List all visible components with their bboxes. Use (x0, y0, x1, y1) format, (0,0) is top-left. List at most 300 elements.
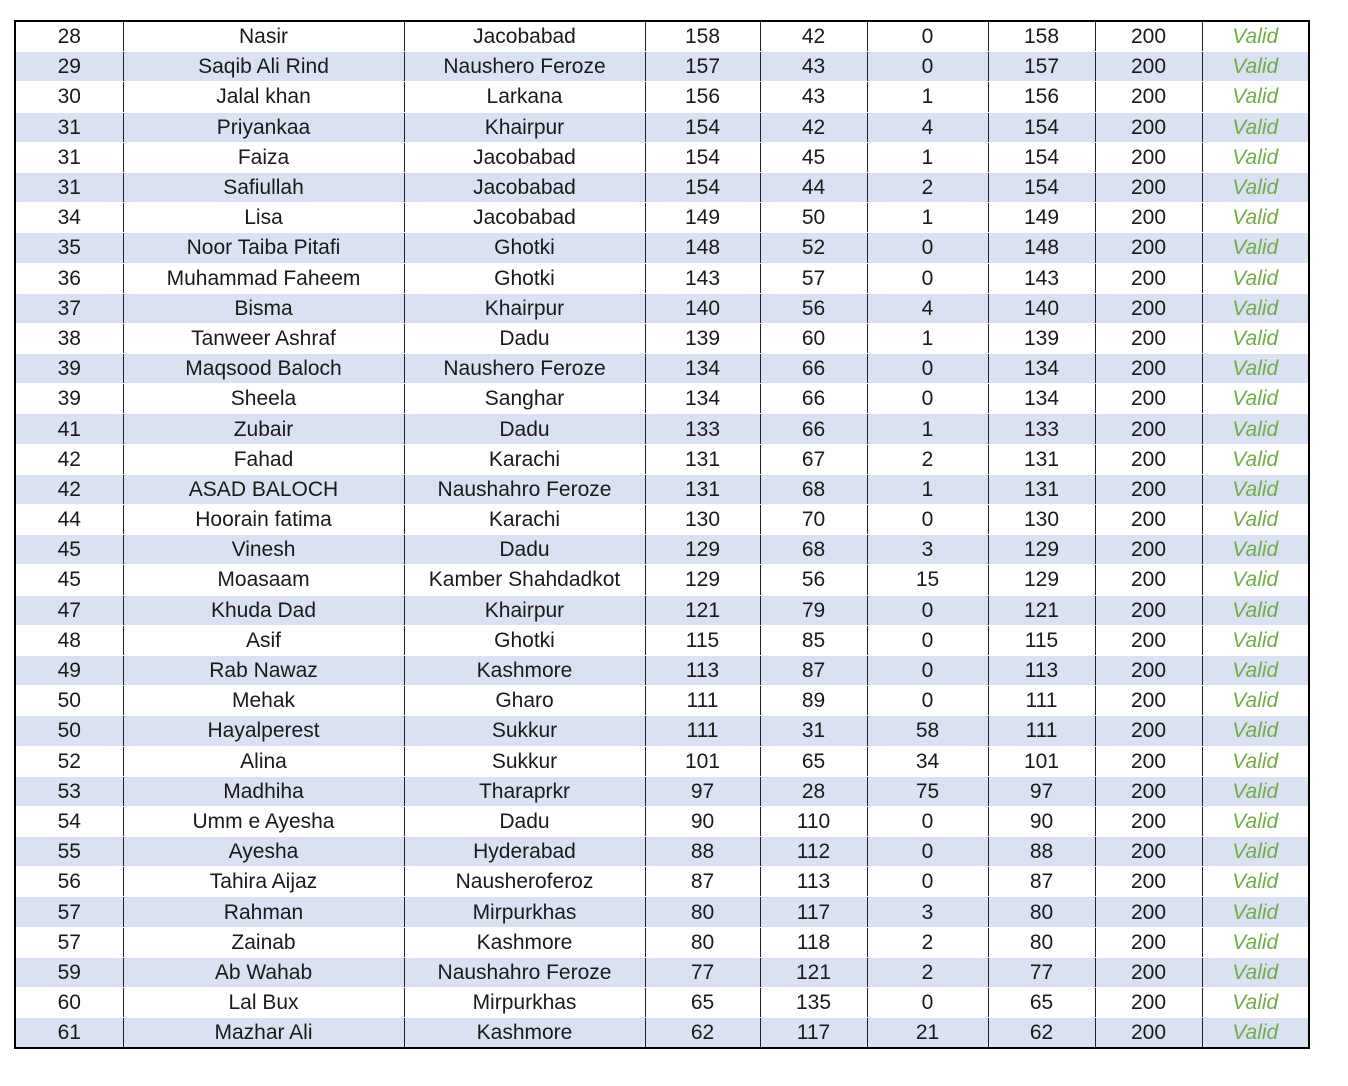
max-marks-cell: 200 (1095, 897, 1202, 927)
status-cell: Valid (1202, 203, 1308, 233)
name-cell: Ayesha (123, 837, 404, 867)
name-cell: Rahman (123, 897, 404, 927)
max-marks-cell: 200 (1095, 293, 1202, 323)
name-cell: Priyankaa (123, 112, 404, 142)
max-marks-cell: 200 (1095, 716, 1202, 746)
wrong-cell: 67 (760, 444, 867, 474)
skipped-cell: 0 (867, 686, 988, 716)
name-cell: Rab Nawaz (123, 655, 404, 685)
total-cell: 157 (988, 52, 1095, 82)
name-cell: Jalal khan (123, 82, 404, 112)
district-cell: Karachi (404, 505, 645, 535)
wrong-cell: 66 (760, 384, 867, 414)
max-marks-cell: 200 (1095, 867, 1202, 897)
table-row (16, 867, 1308, 897)
score-cell: 154 (645, 172, 760, 202)
rank-cell: 31 (16, 112, 123, 142)
name-cell: Vinesh (123, 535, 404, 565)
district-cell: Sukkur (404, 746, 645, 776)
district-cell: Dadu (404, 323, 645, 353)
rank-cell: 34 (16, 203, 123, 233)
table-row (16, 384, 1308, 414)
wrong-cell: 68 (760, 474, 867, 504)
total-cell: 148 (988, 233, 1095, 263)
total-cell: 156 (988, 82, 1095, 112)
wrong-cell: 87 (760, 655, 867, 685)
total-cell: 158 (988, 22, 1095, 52)
skipped-cell: 2 (867, 927, 988, 957)
skipped-cell: 0 (867, 263, 988, 293)
name-cell: Ab Wahab (123, 957, 404, 987)
rank-cell: 60 (16, 988, 123, 1018)
table-row (16, 354, 1308, 384)
status-cell: Valid (1202, 323, 1308, 353)
name-cell: Mazhar Ali (123, 1018, 404, 1048)
district-cell: Naushero Feroze (404, 354, 645, 384)
max-marks-cell: 200 (1095, 505, 1202, 535)
results-table-container (14, 20, 1310, 1049)
table-row (16, 988, 1308, 1018)
score-cell: 157 (645, 52, 760, 82)
max-marks-cell: 200 (1095, 384, 1202, 414)
skipped-cell: 21 (867, 1018, 988, 1048)
district-cell: Ghotki (404, 233, 645, 263)
score-cell: 111 (645, 716, 760, 746)
rank-cell: 52 (16, 746, 123, 776)
district-cell: Naushahro Feroze (404, 474, 645, 504)
score-cell: 131 (645, 474, 760, 504)
total-cell: 97 (988, 776, 1095, 806)
max-marks-cell: 200 (1095, 444, 1202, 474)
wrong-cell: 66 (760, 414, 867, 444)
max-marks-cell: 200 (1095, 957, 1202, 987)
total-cell: 115 (988, 625, 1095, 655)
wrong-cell: 42 (760, 112, 867, 142)
district-cell: Khairpur (404, 293, 645, 323)
name-cell: Fahad (123, 444, 404, 474)
district-cell: Ghotki (404, 625, 645, 655)
name-cell: Tahira Aijaz (123, 867, 404, 897)
score-cell: 158 (645, 22, 760, 52)
status-cell: Valid (1202, 535, 1308, 565)
skipped-cell: 0 (867, 233, 988, 263)
skipped-cell: 1 (867, 142, 988, 172)
rank-cell: 42 (16, 474, 123, 504)
district-cell: Hyderabad (404, 837, 645, 867)
max-marks-cell: 200 (1095, 22, 1202, 52)
rank-cell: 41 (16, 414, 123, 444)
score-cell: 134 (645, 384, 760, 414)
total-cell: 131 (988, 474, 1095, 504)
name-cell: Mehak (123, 686, 404, 716)
wrong-cell: 121 (760, 957, 867, 987)
rank-cell: 28 (16, 22, 123, 52)
max-marks-cell: 200 (1095, 233, 1202, 263)
table-row (16, 686, 1308, 716)
rank-cell: 38 (16, 323, 123, 353)
table-row (16, 263, 1308, 293)
total-cell: 154 (988, 142, 1095, 172)
total-cell: 149 (988, 203, 1095, 233)
rank-cell: 54 (16, 806, 123, 836)
status-cell: Valid (1202, 505, 1308, 535)
skipped-cell: 0 (867, 837, 988, 867)
district-cell: Tharaprkr (404, 776, 645, 806)
score-cell: 121 (645, 595, 760, 625)
skipped-cell: 58 (867, 716, 988, 746)
wrong-cell: 50 (760, 203, 867, 233)
total-cell: 87 (988, 867, 1095, 897)
rank-cell: 57 (16, 897, 123, 927)
rank-cell: 45 (16, 565, 123, 595)
district-cell: Kashmore (404, 1018, 645, 1048)
district-cell: Sanghar (404, 384, 645, 414)
score-cell: 143 (645, 263, 760, 293)
max-marks-cell: 200 (1095, 535, 1202, 565)
name-cell: Khuda Dad (123, 595, 404, 625)
table-row (16, 535, 1308, 565)
score-cell: 97 (645, 776, 760, 806)
wrong-cell: 79 (760, 595, 867, 625)
table-row (16, 565, 1308, 595)
score-cell: 133 (645, 414, 760, 444)
skipped-cell: 0 (867, 655, 988, 685)
status-cell: Valid (1202, 444, 1308, 474)
score-cell: 154 (645, 142, 760, 172)
district-cell: Nausheroferoz (404, 867, 645, 897)
name-cell: Lisa (123, 203, 404, 233)
table-row (16, 414, 1308, 444)
rank-cell: 45 (16, 535, 123, 565)
max-marks-cell: 200 (1095, 746, 1202, 776)
score-cell: 111 (645, 686, 760, 716)
score-cell: 156 (645, 82, 760, 112)
table-row (16, 323, 1308, 353)
district-cell: Mirpurkhas (404, 897, 645, 927)
max-marks-cell: 200 (1095, 837, 1202, 867)
skipped-cell: 3 (867, 897, 988, 927)
name-cell: Safiullah (123, 172, 404, 202)
status-cell: Valid (1202, 957, 1308, 987)
rank-cell: 47 (16, 595, 123, 625)
rank-cell: 50 (16, 716, 123, 746)
wrong-cell: 56 (760, 565, 867, 595)
wrong-cell: 89 (760, 686, 867, 716)
skipped-cell: 0 (867, 505, 988, 535)
skipped-cell: 2 (867, 444, 988, 474)
total-cell: 121 (988, 595, 1095, 625)
name-cell: Bisma (123, 293, 404, 323)
wrong-cell: 110 (760, 806, 867, 836)
rank-cell: 31 (16, 172, 123, 202)
status-cell: Valid (1202, 384, 1308, 414)
score-cell: 80 (645, 927, 760, 957)
total-cell: 129 (988, 535, 1095, 565)
rank-cell: 36 (16, 263, 123, 293)
max-marks-cell: 200 (1095, 686, 1202, 716)
district-cell: Karachi (404, 444, 645, 474)
wrong-cell: 57 (760, 263, 867, 293)
wrong-cell: 43 (760, 82, 867, 112)
table-row (16, 595, 1308, 625)
total-cell: 101 (988, 746, 1095, 776)
max-marks-cell: 200 (1095, 776, 1202, 806)
skipped-cell: 1 (867, 203, 988, 233)
score-cell: 62 (645, 1018, 760, 1048)
max-marks-cell: 200 (1095, 354, 1202, 384)
district-cell: Dadu (404, 806, 645, 836)
wrong-cell: 118 (760, 927, 867, 957)
district-cell: Kashmore (404, 655, 645, 685)
score-cell: 129 (645, 535, 760, 565)
max-marks-cell: 200 (1095, 988, 1202, 1018)
total-cell: 133 (988, 414, 1095, 444)
total-cell: 140 (988, 293, 1095, 323)
wrong-cell: 65 (760, 746, 867, 776)
name-cell: Saqib Ali Rind (123, 52, 404, 82)
district-cell: Dadu (404, 414, 645, 444)
table-row (16, 1018, 1308, 1048)
score-cell: 129 (645, 565, 760, 595)
table-row (16, 233, 1308, 263)
rank-cell: 42 (16, 444, 123, 474)
total-cell: 134 (988, 384, 1095, 414)
total-cell: 111 (988, 716, 1095, 746)
skipped-cell: 2 (867, 957, 988, 987)
name-cell: Sheela (123, 384, 404, 414)
district-cell: Ghotki (404, 263, 645, 293)
name-cell: Nasir (123, 22, 404, 52)
table-row (16, 293, 1308, 323)
status-cell: Valid (1202, 474, 1308, 504)
table-row (16, 776, 1308, 806)
name-cell: Alina (123, 746, 404, 776)
status-cell: Valid (1202, 927, 1308, 957)
skipped-cell: 4 (867, 293, 988, 323)
rank-cell: 44 (16, 505, 123, 535)
district-cell: Jacobabad (404, 22, 645, 52)
district-cell: Jacobabad (404, 142, 645, 172)
district-cell: Jacobabad (404, 203, 645, 233)
status-cell: Valid (1202, 867, 1308, 897)
status-cell: Valid (1202, 233, 1308, 263)
status-cell: Valid (1202, 82, 1308, 112)
skipped-cell: 1 (867, 414, 988, 444)
total-cell: 80 (988, 927, 1095, 957)
table-row (16, 82, 1308, 112)
table-row (16, 716, 1308, 746)
name-cell: Zainab (123, 927, 404, 957)
name-cell: Zubair (123, 414, 404, 444)
table-row (16, 444, 1308, 474)
table-row (16, 142, 1308, 172)
skipped-cell: 0 (867, 22, 988, 52)
status-cell: Valid (1202, 746, 1308, 776)
wrong-cell: 60 (760, 323, 867, 353)
status-cell: Valid (1202, 837, 1308, 867)
max-marks-cell: 200 (1095, 565, 1202, 595)
wrong-cell: 43 (760, 52, 867, 82)
score-cell: 140 (645, 293, 760, 323)
total-cell: 154 (988, 112, 1095, 142)
district-cell: Kamber Shahdadkot (404, 565, 645, 595)
status-cell: Valid (1202, 988, 1308, 1018)
total-cell: 139 (988, 323, 1095, 353)
district-cell: Kashmore (404, 927, 645, 957)
wrong-cell: 52 (760, 233, 867, 263)
status-cell: Valid (1202, 263, 1308, 293)
table-row (16, 474, 1308, 504)
rank-cell: 57 (16, 927, 123, 957)
name-cell: Moasaam (123, 565, 404, 595)
rank-cell: 56 (16, 867, 123, 897)
rank-cell: 39 (16, 384, 123, 414)
status-cell: Valid (1202, 686, 1308, 716)
wrong-cell: 117 (760, 897, 867, 927)
total-cell: 65 (988, 988, 1095, 1018)
wrong-cell: 70 (760, 505, 867, 535)
table-row (16, 897, 1308, 927)
table-row (16, 203, 1308, 233)
score-cell: 101 (645, 746, 760, 776)
district-cell: Larkana (404, 82, 645, 112)
skipped-cell: 2 (867, 172, 988, 202)
score-cell: 149 (645, 203, 760, 233)
wrong-cell: 31 (760, 716, 867, 746)
status-cell: Valid (1202, 414, 1308, 444)
name-cell: ASAD BALOCH (123, 474, 404, 504)
max-marks-cell: 200 (1095, 203, 1202, 233)
wrong-cell: 68 (760, 535, 867, 565)
max-marks-cell: 200 (1095, 1018, 1202, 1048)
status-cell: Valid (1202, 354, 1308, 384)
table-row (16, 52, 1308, 82)
max-marks-cell: 200 (1095, 323, 1202, 353)
district-cell: Dadu (404, 535, 645, 565)
name-cell: Maqsood Baloch (123, 354, 404, 384)
name-cell: Umm e Ayesha (123, 806, 404, 836)
max-marks-cell: 200 (1095, 82, 1202, 112)
rank-cell: 35 (16, 233, 123, 263)
rank-cell: 55 (16, 837, 123, 867)
score-cell: 80 (645, 897, 760, 927)
wrong-cell: 45 (760, 142, 867, 172)
district-cell: Khairpur (404, 112, 645, 142)
score-cell: 130 (645, 505, 760, 535)
rank-cell: 61 (16, 1018, 123, 1048)
max-marks-cell: 200 (1095, 172, 1202, 202)
status-cell: Valid (1202, 806, 1308, 836)
status-cell: Valid (1202, 897, 1308, 927)
name-cell: Lal Bux (123, 988, 404, 1018)
max-marks-cell: 200 (1095, 52, 1202, 82)
score-cell: 115 (645, 625, 760, 655)
district-cell: Mirpurkhas (404, 988, 645, 1018)
score-cell: 131 (645, 444, 760, 474)
skipped-cell: 1 (867, 323, 988, 353)
skipped-cell: 0 (867, 806, 988, 836)
table-row (16, 806, 1308, 836)
max-marks-cell: 200 (1095, 625, 1202, 655)
rank-cell: 30 (16, 82, 123, 112)
table-row (16, 655, 1308, 685)
skipped-cell: 75 (867, 776, 988, 806)
status-cell: Valid (1202, 776, 1308, 806)
skipped-cell: 1 (867, 82, 988, 112)
rank-cell: 49 (16, 655, 123, 685)
district-cell: Gharo (404, 686, 645, 716)
table-row (16, 22, 1308, 52)
rank-cell: 48 (16, 625, 123, 655)
table-row (16, 957, 1308, 987)
total-cell: 130 (988, 505, 1095, 535)
rank-cell: 53 (16, 776, 123, 806)
name-cell: Hayalperest (123, 716, 404, 746)
wrong-cell: 56 (760, 293, 867, 323)
status-cell: Valid (1202, 293, 1308, 323)
score-cell: 134 (645, 354, 760, 384)
max-marks-cell: 200 (1095, 263, 1202, 293)
skipped-cell: 0 (867, 625, 988, 655)
total-cell: 129 (988, 565, 1095, 595)
table-row (16, 625, 1308, 655)
name-cell: Noor Taiba Pitafi (123, 233, 404, 263)
status-cell: Valid (1202, 52, 1308, 82)
wrong-cell: 112 (760, 837, 867, 867)
total-cell: 154 (988, 172, 1095, 202)
status-cell: Valid (1202, 716, 1308, 746)
wrong-cell: 135 (760, 988, 867, 1018)
wrong-cell: 44 (760, 172, 867, 202)
rank-cell: 39 (16, 354, 123, 384)
wrong-cell: 113 (760, 867, 867, 897)
table-row (16, 746, 1308, 776)
max-marks-cell: 200 (1095, 142, 1202, 172)
max-marks-cell: 200 (1095, 927, 1202, 957)
total-cell: 90 (988, 806, 1095, 836)
district-cell: Jacobabad (404, 172, 645, 202)
skipped-cell: 0 (867, 988, 988, 1018)
skipped-cell: 0 (867, 52, 988, 82)
score-cell: 113 (645, 655, 760, 685)
rank-cell: 31 (16, 142, 123, 172)
max-marks-cell: 200 (1095, 112, 1202, 142)
name-cell: Hoorain fatima (123, 505, 404, 535)
name-cell: Madhiha (123, 776, 404, 806)
status-cell: Valid (1202, 172, 1308, 202)
total-cell: 143 (988, 263, 1095, 293)
total-cell: 88 (988, 837, 1095, 867)
status-cell: Valid (1202, 1018, 1308, 1048)
total-cell: 131 (988, 444, 1095, 474)
status-cell: Valid (1202, 565, 1308, 595)
status-cell: Valid (1202, 142, 1308, 172)
wrong-cell: 117 (760, 1018, 867, 1048)
score-cell: 148 (645, 233, 760, 263)
name-cell: Faiza (123, 142, 404, 172)
results-table (16, 22, 1308, 1047)
score-cell: 77 (645, 957, 760, 987)
total-cell: 77 (988, 957, 1095, 987)
rank-cell: 50 (16, 686, 123, 716)
skipped-cell: 0 (867, 384, 988, 414)
score-cell: 88 (645, 837, 760, 867)
max-marks-cell: 200 (1095, 414, 1202, 444)
max-marks-cell: 200 (1095, 474, 1202, 504)
district-cell: Naushahro Feroze (404, 957, 645, 987)
skipped-cell: 0 (867, 595, 988, 625)
table-body (16, 22, 1308, 1047)
